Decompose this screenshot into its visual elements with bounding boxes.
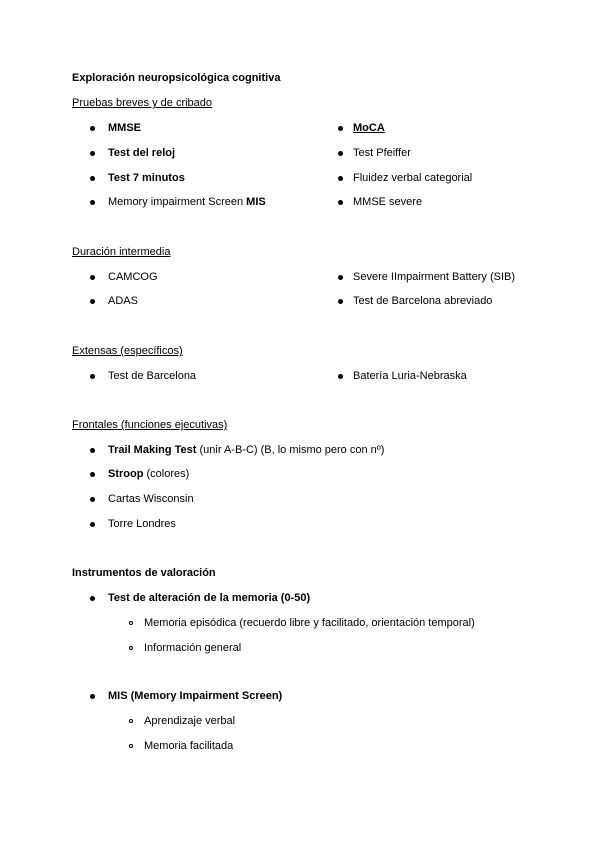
- circle-bullet-icon: [129, 719, 133, 723]
- bullet-icon: [90, 200, 95, 205]
- list-item: Severe IImpairment Battery (SIB): [353, 271, 515, 283]
- list-item: [108, 444, 384, 457]
- section-heading-instrumentos: Instrumentos de valoración: [72, 567, 216, 579]
- sub-list-item: Aprendizaje verbal: [144, 715, 236, 727]
- bullet-icon: [338, 374, 343, 379]
- bullet-icon: [338, 126, 343, 131]
- list-item: ADAS: [108, 295, 138, 307]
- list-item: MoCA: [353, 122, 385, 134]
- section-heading-breves: Pruebas breves y de cribado: [72, 97, 213, 109]
- section-heading-frontales: Frontales (funciones ejecutivas): [72, 419, 228, 431]
- list-item-bold: Trail Making Test: [108, 444, 197, 456]
- bullet-icon: [90, 472, 95, 477]
- bullet-icon: [338, 151, 343, 156]
- document-title: Exploración neuropsicológica cognitiva: [72, 72, 281, 84]
- bullet-icon: [338, 275, 343, 280]
- bullet-icon: [90, 694, 95, 699]
- list-item: MMSE: [108, 122, 141, 134]
- list-item: Test de Barcelona: [108, 370, 197, 382]
- list-item-text: (unir A-B-C) (B, lo mismo pero con nº): [196, 444, 385, 456]
- list-item: [108, 468, 189, 481]
- list-item-bold: MIS: [246, 196, 266, 208]
- bullet-icon: [90, 299, 95, 304]
- list-item: CAMCOG: [108, 271, 158, 283]
- list-item: Batería Luria-Nebraska: [353, 370, 467, 382]
- bullet-icon: [90, 497, 95, 502]
- circle-bullet-icon: [129, 646, 133, 650]
- bullet-icon: [90, 275, 95, 280]
- list-item: MMSE severe: [353, 196, 423, 208]
- bullet-icon: [90, 374, 95, 379]
- bullet-icon: [90, 596, 95, 601]
- list-item: Test 7 minutos: [108, 172, 185, 184]
- section-heading-extensas: Extensas (específicos): [72, 345, 183, 357]
- list-item: Fluidez verbal categorial: [353, 172, 473, 184]
- list-item-text: (colores): [143, 468, 190, 480]
- list-item: Torre Londres: [108, 518, 176, 530]
- sub-list-item: Información general: [144, 642, 242, 654]
- list-item: MIS (Memory Impairment Screen): [108, 690, 283, 702]
- sub-list-item: Memoria episódica (recuerdo libre y facilitado, orientación temporal): [144, 617, 475, 629]
- circle-bullet-icon: [129, 621, 133, 625]
- list-item: [108, 196, 266, 209]
- bullet-icon: [90, 126, 95, 131]
- bullet-icon: [90, 448, 95, 453]
- circle-bullet-icon: [129, 744, 133, 748]
- list-item: Test de Barcelona abreviado: [353, 295, 493, 307]
- list-item: Test Pfeiffer: [353, 147, 411, 159]
- section-heading-intermedia: Duración intermedia: [72, 246, 171, 258]
- list-item-text: Memory impairment Screen: [108, 196, 247, 208]
- list-item: Test de alteración de la memoria (0-50): [108, 592, 311, 604]
- bullet-icon: [338, 299, 343, 304]
- bullet-icon: [338, 176, 343, 181]
- bullet-icon: [90, 522, 95, 527]
- list-item: Cartas Wisconsin: [108, 493, 194, 505]
- bullet-icon: [90, 176, 95, 181]
- bullet-icon: [90, 151, 95, 156]
- list-item-bold: Stroop: [108, 468, 144, 480]
- list-item: Test del reloj: [108, 147, 176, 159]
- sub-list-item: Memoria facilitada: [144, 740, 234, 752]
- bullet-icon: [338, 200, 343, 205]
